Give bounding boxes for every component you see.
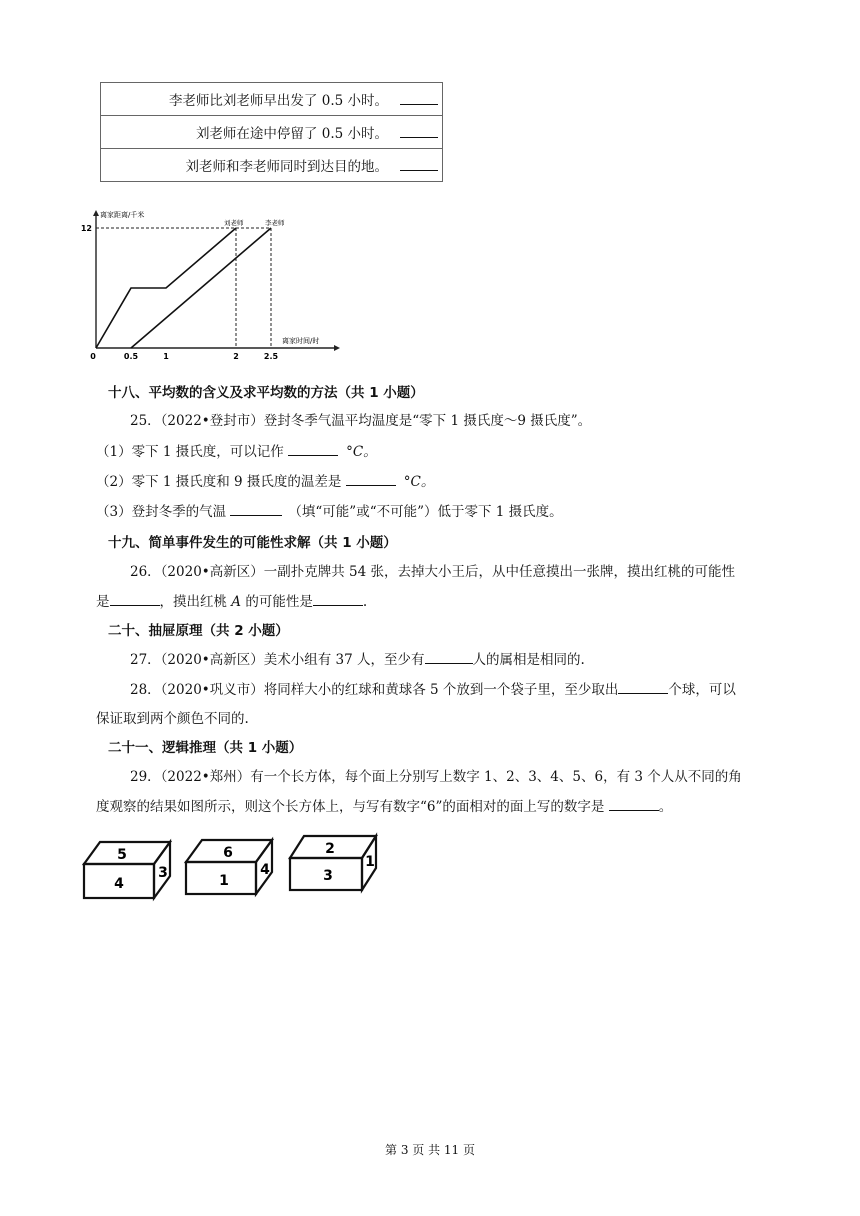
x-axis-label: 离家时间/时 <box>282 337 320 345</box>
y-tick-label: 12 <box>80 224 92 233</box>
section-title: 二十、抽屉原理（共 2 小题） <box>108 623 289 639</box>
answer-blank[interactable] <box>609 798 659 811</box>
question-27: 27．（2020•高新区）美术小组有 37 人，至少有 人的属相是相同的. <box>130 652 585 668</box>
face-side-number: 4 <box>260 862 270 878</box>
x-tick-label: 2 <box>233 352 239 361</box>
x-tick-label: 0.5 <box>123 352 139 361</box>
face-front-number: 4 <box>114 876 124 892</box>
question-25-stem: 25．（2022•登封市）登封冬季气温平均温度是“零下 1 摄氏度～9 摄氏度”。 <box>130 413 592 429</box>
face-top-number: 6 <box>223 845 233 861</box>
answer-blank[interactable] <box>400 125 438 138</box>
table-row <box>101 116 443 149</box>
section-title: 二十一、逻辑推理（共 1 小题） <box>108 740 303 756</box>
question-28-line-2: 保证取到两个颜色不同的. <box>96 711 249 727</box>
question-29-line-2: 度观察的结果如图所示，则这个长方体上，与写有数字“6”的面相对的面上写的数字是 。 <box>96 799 673 815</box>
question-28-line-1: 28．（2020•巩义市）将同样大小的红球和黄球各 5 个放到一个袋子里，至少取出 个球，可以 <box>130 682 736 698</box>
question-26-line-1: 26．（2020•高新区）一副扑克牌共 54 张，去掉大小王后，从中任意摸出一张牌，摸出红桃的可能性 <box>130 564 736 580</box>
cuboid-views-figure <box>82 832 382 904</box>
y-axis-label: 离家距离/千米 <box>100 211 145 219</box>
cuboid-view-2 <box>186 840 272 894</box>
section-title: 十八、平均数的含义及求平均数的方法（共 1 小题） <box>108 385 424 401</box>
face-side-number: 3 <box>158 865 168 881</box>
page-footer: 第 3 页 共 11 页 <box>385 1143 475 1157</box>
answer-blank[interactable] <box>618 681 668 694</box>
table-row <box>101 149 443 182</box>
face-top-number: 2 <box>325 841 335 857</box>
statement-text: 刘老师和李老师同时到达目的地。 <box>185 159 388 175</box>
judgement-table <box>100 82 443 182</box>
statement-text: 刘老师在途中停留了 0.5 小时。 <box>195 126 388 142</box>
answer-blank[interactable] <box>400 158 438 171</box>
cuboid-view-1 <box>84 842 170 898</box>
answer-blank[interactable] <box>230 503 282 516</box>
cuboid-view-3 <box>290 836 376 890</box>
answer-blank[interactable] <box>313 593 363 606</box>
face-front-number: 1 <box>219 873 229 889</box>
section-title: 十九、简单事件发生的可能性求解（共 1 小题） <box>108 535 397 551</box>
question-25-part-3: （3）登封冬季的气温 （填“可能”或“不可能”）低于零下 1 摄氏度。 <box>96 504 563 520</box>
x-tick-label: 2.5 <box>263 352 279 361</box>
y-axis-arrow <box>93 210 99 216</box>
face-front-number: 3 <box>323 868 333 884</box>
answer-blank[interactable] <box>110 593 160 606</box>
series-line-1 <box>96 228 236 348</box>
statement-text: 李老师比刘老师早出发了 0.5 小时。 <box>168 93 388 109</box>
answer-blank[interactable] <box>288 443 338 456</box>
question-25-part-1: （1）零下 1 摄氏度，可以记作 °C。 <box>96 444 377 460</box>
series-label: 李老师 <box>265 219 285 227</box>
table-row <box>101 83 443 116</box>
question-29-line-1: 29．（2022•郑州）有一个长方体，每个面上分别写上数字 1、2、3、4、5、6，有 3 个人从不同的角 <box>130 769 742 785</box>
x-axis-arrow <box>334 345 340 351</box>
series-label: 刘老师 <box>224 219 244 227</box>
face-top-number: 5 <box>117 847 127 863</box>
question-25-part-2: （2）零下 1 摄氏度和 9 摄氏度的温差是 °C。 <box>96 474 435 490</box>
question-26-line-2: 是 ，摸出红桃 A 的可能性是 . <box>96 594 368 610</box>
answer-blank[interactable] <box>400 92 438 105</box>
distance-time-chart <box>82 208 352 360</box>
x-tick-label: 1 <box>163 352 169 361</box>
answer-blank[interactable] <box>346 473 396 486</box>
face-side-number: 1 <box>365 854 375 870</box>
answer-blank[interactable] <box>425 651 473 664</box>
x-tick-label: 0 <box>90 352 96 361</box>
